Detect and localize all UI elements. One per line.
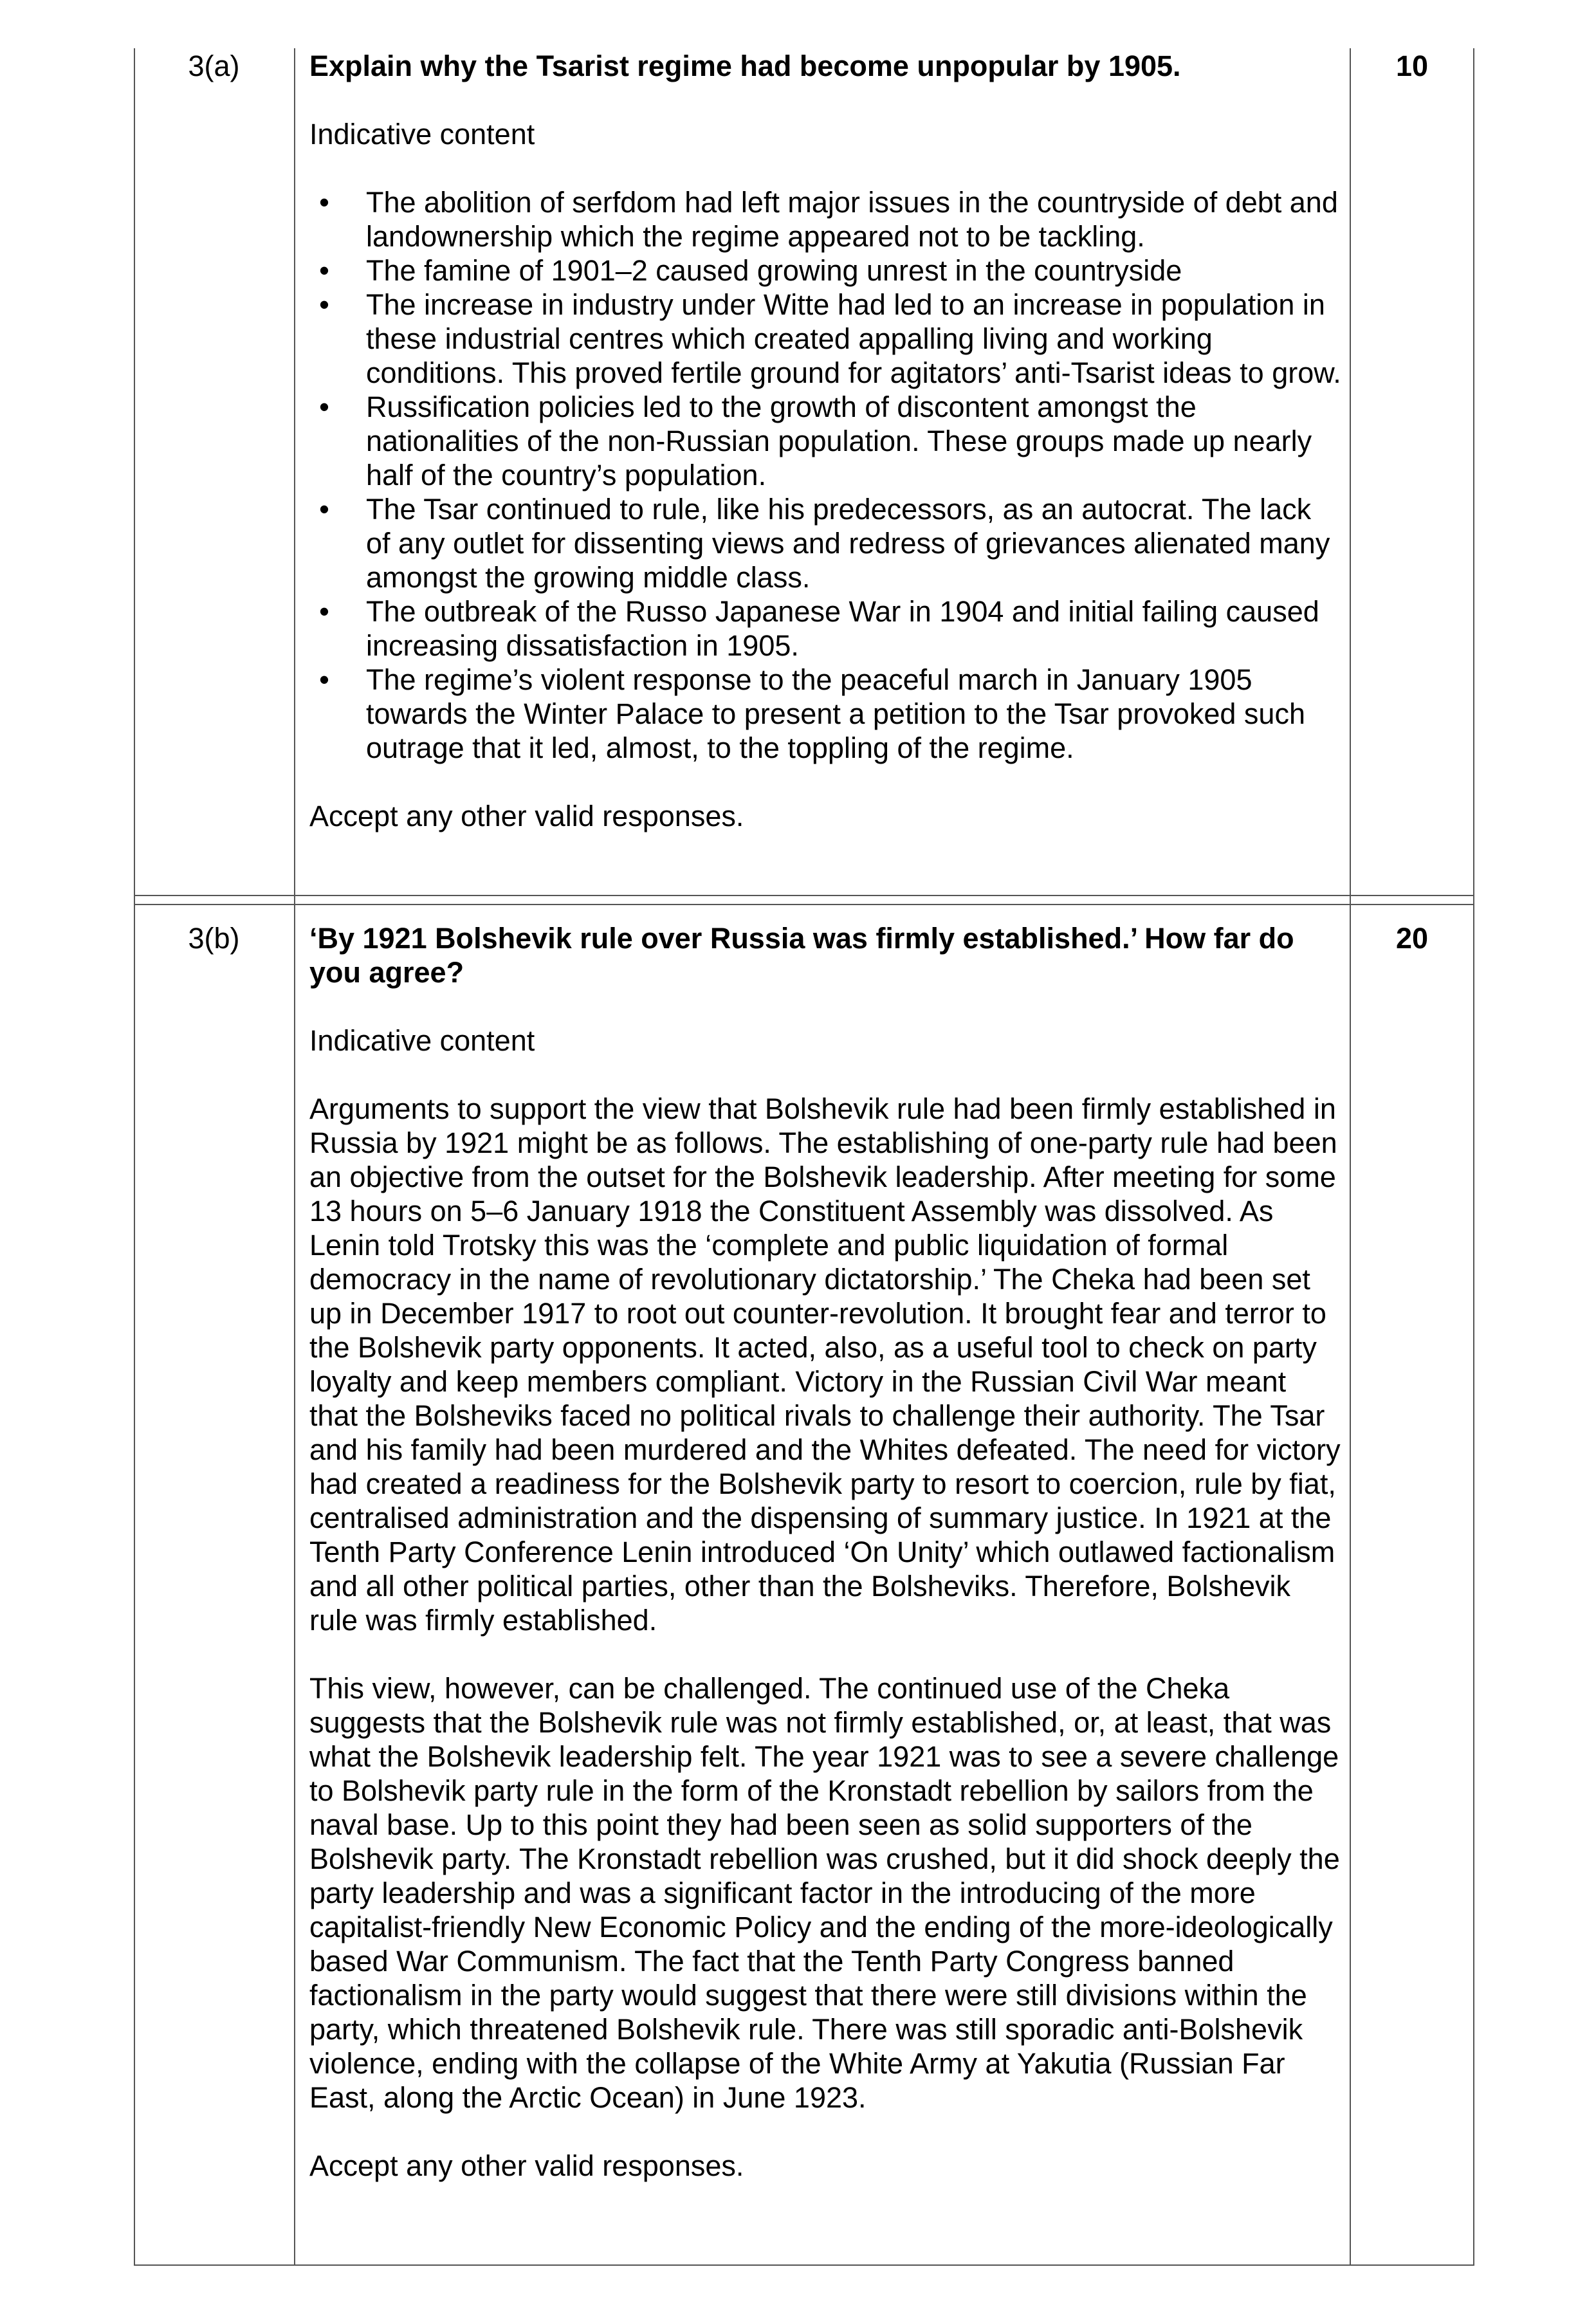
argument-paragraph-challenge: This view, however, can be challenged. The continued use of the Cheka suggests that the Bolshevik rule was not firmly established, or, at least, that was what the Bolshevik leadership felt. The year 1921 was to see a severe challenge to Bolshevik party rule in the form of the Kronstadt rebellion by sailors from the naval base. Up to this point they had been seen as solid supporters of the Bolshevik party. The Kronstadt rebellion was crushed, but it did shock deeply the party leadership and was a significant factor in the introducing of the more capitalist-friendly New Economic Policy and the ending of the more-ideologically based War Communism. The fact that the Tenth Party Congress banned factionalism in the party would suggest that there were still divisions within the party, which threatened Bolshevik rule. There was still sporadic anti-Bolshevik violence, ending with the collapse of the White Army at Yakutia (Russian Far East, along the Arctic Ocean) in June 1923. xyxy=(309,1672,1340,2114)
marks-3a: 10 xyxy=(1395,50,1429,82)
list-item: • The famine of 1901–2 caused growing unrest in the countryside xyxy=(309,253,1342,288)
bullet-icon: • xyxy=(319,186,329,219)
table-divider-question-col xyxy=(294,48,295,2264)
bullet-icon: • xyxy=(319,595,329,628)
list-item: • The outbreak of the Russo Japanese War in 1904 and initial failing caused increasing dissatisfaction in 1905. xyxy=(309,594,1342,663)
bullet-icon: • xyxy=(319,390,329,423)
marks-3b: 20 xyxy=(1395,922,1429,955)
row-separator-bottom xyxy=(134,904,1474,905)
bullet-icon: • xyxy=(319,288,329,321)
table-border-bottom xyxy=(134,2264,1474,2266)
question-3b-text: ‘By 1921 Bolshevik rule over Russia was firmly established.’ How far do you agree? xyxy=(309,922,1294,989)
indicative-bullet-list-3a xyxy=(309,185,1342,765)
table-border-right xyxy=(1473,48,1474,2264)
list-item: • The increase in industry under Witte had led to an increase in population in these industrial centres which created appalling living and working conditions. This proved fertile ground for agitators’ anti-Tsarist ideas to grow. xyxy=(309,288,1342,390)
question-number-3b: 3(b) xyxy=(188,922,240,955)
indicative-content-label-3a: Indicative content xyxy=(309,118,535,151)
list-item: • Russification policies led to the growth of discontent amongst the nationalities of the non-Russian population. These groups made up nearly half of the country’s population. xyxy=(309,390,1342,492)
bullet-icon: • xyxy=(319,493,329,526)
argument-paragraph-support: Arguments to support the view that Bolshevik rule had been firmly established in Russia by 1921 might be as follows. The establishing of one-party rule had been an objective from the outset for the Bolshevik leadership. After meeting for some 13 hours on 5–6 January 1918 the Constituent Assembly was dissolved. As Lenin told Trotsky this was the ‘complete and public liquidation of formal democracy in the name of revolutionary dictatorship.’ The Cheka had been set up in December 1917 to root out counter-revolution. It brought fear and terror to the Bolshevik party opponents. It acted, also, as a useful tool to check on party loyalty and keep members compliant. Victory in the Russian Civil War meant that the Bolsheviks faced no political rivals to challenge their authority. The Tsar and his family had been murdered and the Whites defeated. The need for victory had created a readiness for the Bolshevik party to resort to coercion, rule by fiat, centralised administration and the dispensing of summary justice. In 1921 at the Tenth Party Conference Lenin introduced ‘On Unity’ which outlawed factionalism and all other political parties, other than the Bolsheviks. Therefore, Bolshevik rule was firmly established. xyxy=(309,1092,1341,1637)
list-item: • The Tsar continued to rule, like his predecessors, as an autocrat. The lack of any outlet for dissenting views and redress of grievances alienated many amongst the growing middle class. xyxy=(309,492,1342,594)
table-divider-marks-col xyxy=(1350,48,1351,2264)
question-3b-content xyxy=(309,921,1342,2183)
accept-note-3a: Accept any other valid responses. xyxy=(309,800,744,832)
table-border-left xyxy=(134,48,135,2264)
indicative-content-label-3b: Indicative content xyxy=(309,1024,535,1057)
question-3a-content xyxy=(309,49,1342,833)
bullet-icon: • xyxy=(319,254,329,287)
list-item: • The abolition of serfdom had left major issues in the countryside of debt and landownership which the regime appeared not to be tackling. xyxy=(309,185,1342,253)
question-3a-text: Explain why the Tsarist regime had become unpopular by 1905. xyxy=(309,50,1181,82)
list-item: • The regime’s violent response to the peaceful march in January 1905 towards the Winter Palace to present a petition to the Tsar provoked such outrage that it led, almost, to the toppling of the regime. xyxy=(309,663,1342,765)
row-separator-top xyxy=(134,895,1474,896)
accept-note-3b: Accept any other valid responses. xyxy=(309,2149,744,2182)
bullet-icon: • xyxy=(319,663,329,696)
question-number-3a: 3(a) xyxy=(188,50,240,82)
